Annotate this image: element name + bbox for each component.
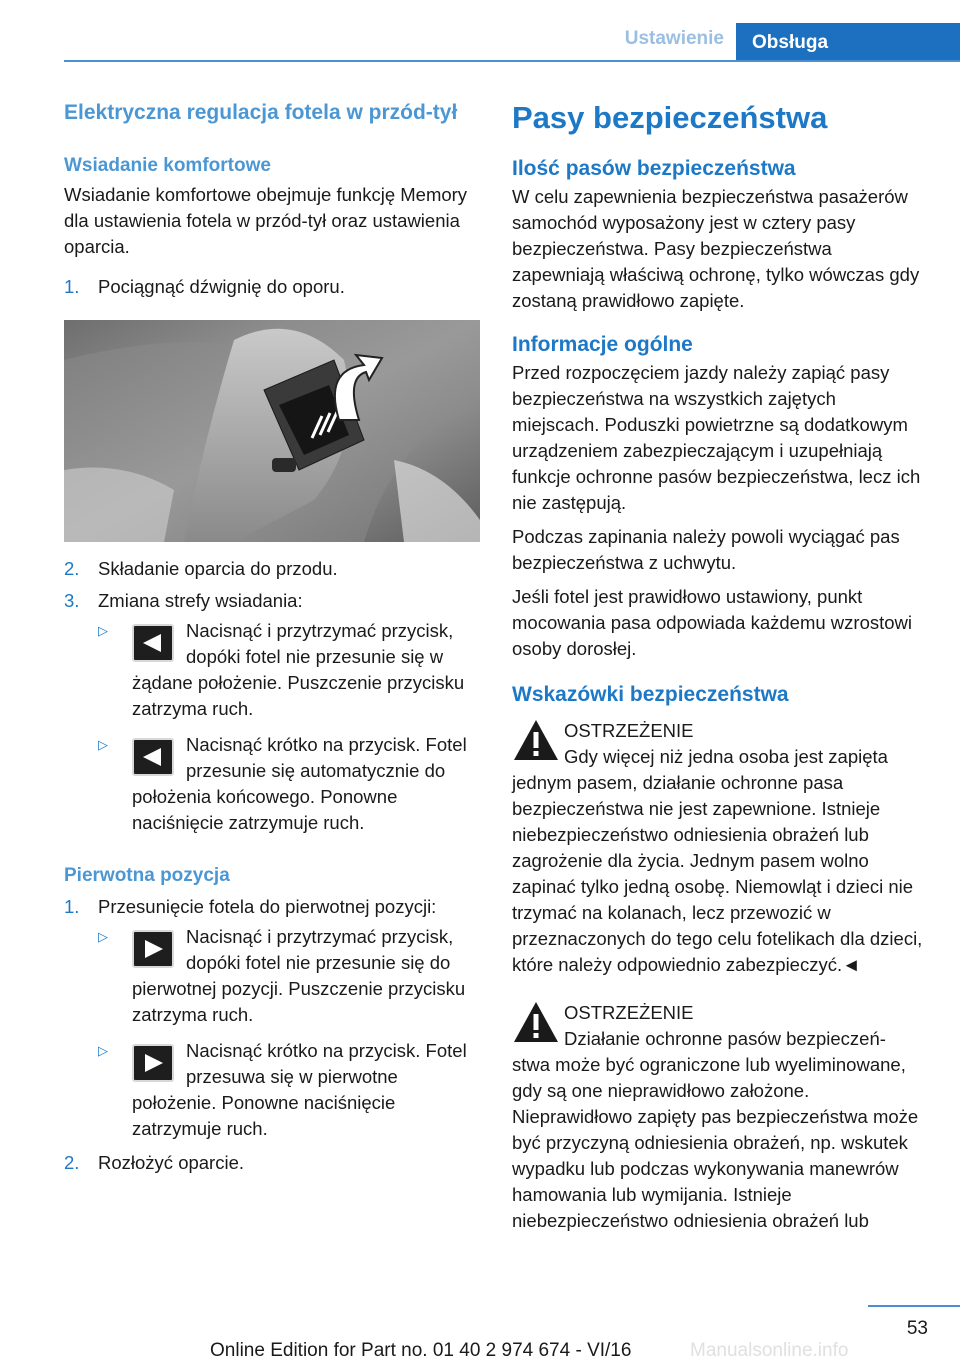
substep-text: Nacisnąć krótko na przycisk. Fotel przesuwa się w pierwotne położenie. Ponowne naciśnięcie zatrzymuje ruch. — [132, 1040, 467, 1139]
left-column — [64, 98, 482, 1176]
triangle-bullet-icon: ▷ — [98, 737, 108, 752]
step-number: 3. — [64, 590, 80, 611]
step-number: 2. — [64, 558, 80, 579]
warning-text-wrapper — [512, 770, 928, 978]
edition-note: Online Edition for Part no. 01 40 2 974 674 - VI/16 — [210, 1340, 632, 1361]
warning-label: OSTRZEŻENIE — [564, 720, 694, 741]
step-text: Składanie oparcia do przodu. — [98, 558, 338, 579]
substep-hold-left — [98, 618, 482, 722]
substep-tap-right — [98, 1038, 482, 1142]
header-section-label: Ustawienie — [624, 28, 724, 49]
warning-label: OSTRZEŻENIE — [564, 1002, 694, 1023]
warning-block-1 — [512, 718, 928, 978]
warning-triangle-icon — [512, 718, 564, 764]
step-2-original — [64, 1150, 482, 1176]
step-1 — [64, 274, 482, 300]
page-number: 53 — [906, 1318, 928, 1339]
substep-text: Nacisnąć krótko na przycisk. Fotel przesunie się automatycznie do położenia końcowego. Ponowne naciśnięcie zatrzymuje ruch. — [132, 734, 467, 833]
triangle-bullet-icon: ▷ — [98, 623, 108, 638]
triangle-bullet-icon: ▷ — [98, 1043, 108, 1058]
step-text: Rozłożyć oparcie. — [98, 1152, 245, 1173]
warning-text: stwa może być ograniczone lub wyeliminowane, gdy są one nieprawidłowo założone. Nieprawidłowo zapięty pas bezpieczeństwa może być przyczyną odniesienia obrażeń, np. wskutek wypadku lub podczas wykonywania manewrów hamowania lub wymijania. Istnieje niebezpieczeństwo odniesienia obrażeń lub — [512, 1054, 919, 1231]
header-chapter-label: Obsługa — [752, 31, 829, 53]
footer-rule — [868, 1305, 960, 1307]
substep-tap-left — [98, 732, 482, 836]
belt-count-paragraph: W celu zapewnienia bezpieczeństwa pasażerów samochód wyposażony jest w cztery pasy bezpieczeństwa. Pasy bezpieczeństwa zapewniają właściwą ochronę, tylko wówczas gdy zostaną prawidłowo zapięte. — [512, 186, 920, 311]
step-text: Pociągnąć dźwignię do oporu. — [98, 276, 345, 297]
warning-triangle-icon — [512, 1000, 564, 1046]
section-title-seatbelts: Pasy bezpieczeństwa — [512, 100, 828, 135]
general-info-paragraph-1: Przed rozpoczęciem jazdy należy zapiąć pasy bezpieczeństwa na wszystkich zajętych miejscach. Poduszki powietrzne są dodatkowym urządzeniem zabezpieczającym i uzupełniają funkcje ochronne pasów bezpieczeństwa, lecz ich nie zastępują. — [512, 362, 921, 513]
subtitle-belt-count: Ilość pasów bezpieczeństwa — [512, 157, 796, 180]
substep-hold-right — [98, 924, 482, 1028]
arrow-left-button-icon — [132, 738, 174, 776]
right-column — [512, 98, 928, 1234]
step-3 — [64, 588, 482, 614]
watermark: Manualsonline.info — [690, 1340, 849, 1361]
subtitle-original-position: Pierwotna pozycja — [64, 865, 230, 886]
section-title-seat-adjust: Elektryczna regulacja fotela w przód-tył — [64, 101, 458, 124]
subtitle-safety-notes: Wskazówki bezpieczeństwa — [512, 683, 789, 706]
end-of-warning-icon: ◄ — [842, 954, 861, 975]
substep-text: Nacisnąć i przytrzymać przycisk, dopóki fotel nie przesunie się w żądane położenie. Puszczenie przycisku zatrzyma ruch. — [132, 620, 465, 719]
step-number: 1. — [64, 896, 80, 917]
seat-lever-photo — [64, 320, 480, 542]
general-info-paragraph-3: Jeśli fotel jest prawidłowo ustawiony, punkt mocowania pasa odpowiada każdemu wzrostowi osoby dorosłej. — [512, 586, 913, 659]
intro-paragraph: Wsiadanie komfortowe obejmuje funkcję Memory dla ustawienia fotela w przód-tył oraz ustawienia oparcia. — [64, 184, 468, 257]
step-text: Przesunięcie fotela do pierwotnej pozycji: — [98, 896, 437, 917]
subtitle-general-info: Informacje ogólne — [512, 333, 693, 356]
step-1-original — [64, 894, 482, 920]
step-2 — [64, 556, 482, 582]
arrow-right-button-icon — [132, 930, 174, 968]
subtitle-comfort-entry: Wsiadanie komfortowe — [64, 155, 271, 176]
warning-first-line: Działanie ochronne pasów bezpieczeń- — [564, 1028, 886, 1049]
triangle-bullet-icon: ▷ — [98, 929, 108, 944]
substep-text: Nacisnąć i przytrzymać przycisk, dopóki fotel nie przesunie się do pierwotnej pozycji. Puszczenie przycisku zatrzyma ruch. — [132, 926, 466, 1025]
arrow-left-button-icon — [132, 624, 174, 662]
header-chapter-tab — [736, 23, 960, 62]
general-info-paragraph-2: Podczas zapinania należy powoli wyciągać pas bezpieczeństwa z uchwytu. — [512, 526, 900, 573]
header-rule — [64, 60, 960, 62]
step-text: Zmiana strefy wsiadania: — [98, 590, 303, 611]
step-number: 1. — [64, 276, 80, 297]
warning-text: jednym pasem, działanie ochronne pasa bezpieczeństwa nie jest zapewnione. Istnieje niebezpieczeństwo odniesienia obrażeń lub zagrożenie dla życia. Jednym pasem wolno zapinać tylko jedną osobę. Niemowląt i dzieci nie trzymać na kolanach, lecz przewozić w przeznaczonych do tego celu fotelikach dla dzieci, które należy odpowiednio zabezpieczyć. — [512, 772, 923, 975]
step-number: 2. — [64, 1152, 80, 1173]
warning-first-line: Gdy więcej niż jedna osoba jest zapięta — [564, 746, 888, 767]
arrow-right-button-icon — [132, 1044, 174, 1082]
warning-block-2 — [512, 1000, 928, 1234]
